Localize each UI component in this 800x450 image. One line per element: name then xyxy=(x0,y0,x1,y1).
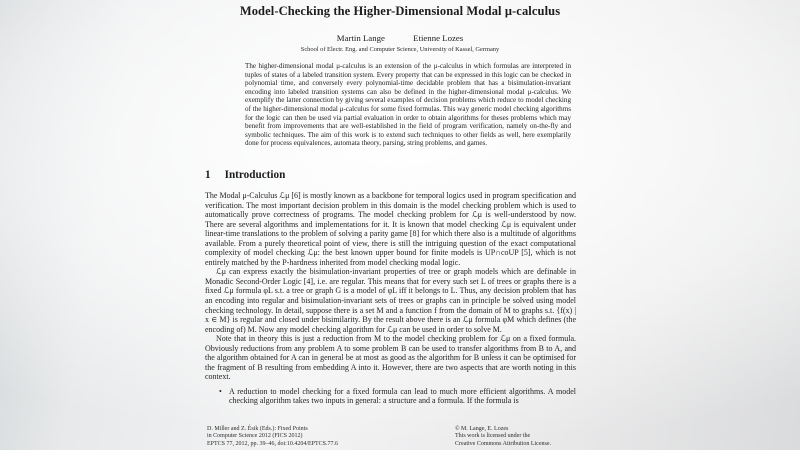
footer-license-line-1: This work is licensed under the xyxy=(455,433,531,440)
bullet-text: A reduction to model checking for a fixed formula can lead to much more efficient algorithms. A model checking algorithm takes two inputs in general: a structure and a formula. If the formula is xyxy=(229,386,576,406)
affiliation: School of Electr. Eng. and Computer Science, University of Kassel, Germany xyxy=(300,46,500,53)
author-2: Etienne Lozes xyxy=(413,33,464,43)
list-item xyxy=(219,387,576,406)
section-heading xyxy=(205,169,285,181)
author-1: Martin Lange xyxy=(336,33,385,43)
footer-citation-line-1: D. Miller and Z. Ésik (Eds.): Fixed Points xyxy=(207,426,308,432)
footer-license xyxy=(455,426,551,448)
paper-title: Model-Checking the Higher-Dimensional Modal μ-calculus xyxy=(239,4,561,18)
intro-paragraph-2: ℒμ can express exactly the bisimulation-invariant properties of tree or graph models which are definable in Monadic Second-Order Logic [4], i.e. are regular. This means that for every such set L of trees or graphs there is a fixed ℒμ formula φL s.t. a tree or graph G is a model of φL iff it belongs to L. Thus, any decision problem that has an encoding into regular and bisimulation-invariant sets of trees or graphs can in principle be solved using model checking technology. In detail, suppose there is a set M and a function f from the domain of M to graphs s.t. {f(x) | x ∈ M} is regular and closed under bisimilarity. By the result above there is an ℒμ formula φM which defines (the encoding of) M. Now any model checking algorithm for ℒμ can be used in order to solve M. xyxy=(205,267,576,334)
footer-license-line-2: Creative Commons Attribution License. xyxy=(455,440,551,447)
intro-paragraph-1: The Modal μ-Calculus ℒμ [6] is mostly known as a backbone for temporal logics used in program specification and verification. The most important decision problem in this domain is the model checking problem which is used to automatically prove correctness of programs. The model checking problem for ℒμ is well-understood by now. There are several algorithms and implementations for it. It is known that model checking ℒμ is equivalent under linear-time translations to the problem of solving a parity game [8] for which there also is a multitude of algorithms available. From a purely theoretical point of view, there is still the intriguing question of the exact computational complexity of model checking ℒμ: the best known upper bound for finite models is UP∩coUP [5], which is not entirely matched by the P-hardness inherited from model checking modal logic. xyxy=(205,191,576,267)
bullet-icon: • xyxy=(219,386,222,396)
footer-citation-line-3: EPTCS 77, 2012, pp. 39–46, doi:10.4204/EPTCS.77.6 xyxy=(207,440,339,447)
bullet-list xyxy=(205,387,576,406)
footer-citation xyxy=(207,426,338,448)
intro-paragraph-3: Note that in theory this is just a reduction from M to the model checking problem for ℒμ on a fixed formula. Obviously reductions from any problem A to some problem B can be used to transfer algorithms from B to A, and the algorithm obtained for A can in general be at most as good as the algorithm for B unless it can be optimised for the fragment of B resulting from embedding A into it. However, there are two aspects that are worth noting in this context. xyxy=(205,334,576,382)
footer-copyright-line: © M. Lange, E. Lozes xyxy=(455,426,509,432)
footer-citation-line-2: in Computer Science 2012 (FICS 2012) xyxy=(207,433,303,440)
introduction-body xyxy=(205,191,576,406)
abstract: The higher-dimensional modal μ-calculus is an extension of the μ-calculus in which formulas are interpreted in tuples of states of a labeled transition system. Every property that can be expressed in this logic can be checked in polynomial time, and conversely every polynomial-time decidable problem that has a bisimulation-invariant encoding into labeled transition systems can also be defined in the higher-dimensional modal μ-calculus. We exemplify the latter connection by giving several examples of decision problems which reduce to model checking of the higher-dimensional modal μ-calculus for some fixed formulas. This way generic model checking algorithms for the logic can then be used via partial evaluation in order to obtain algorithms for theses problems which may benefit from improvements that are well-established in the field of program verification, namely on-the-fly and symbolic techniques. The aim of this work is to extend such techniques to other fields as well, here exemplarily done for process equivalences, automata theory, parsing, string problems, and games. xyxy=(245,62,571,148)
section-title: Introduction xyxy=(224,169,286,181)
author-line xyxy=(130,33,670,43)
section-number: 1 xyxy=(205,169,211,181)
